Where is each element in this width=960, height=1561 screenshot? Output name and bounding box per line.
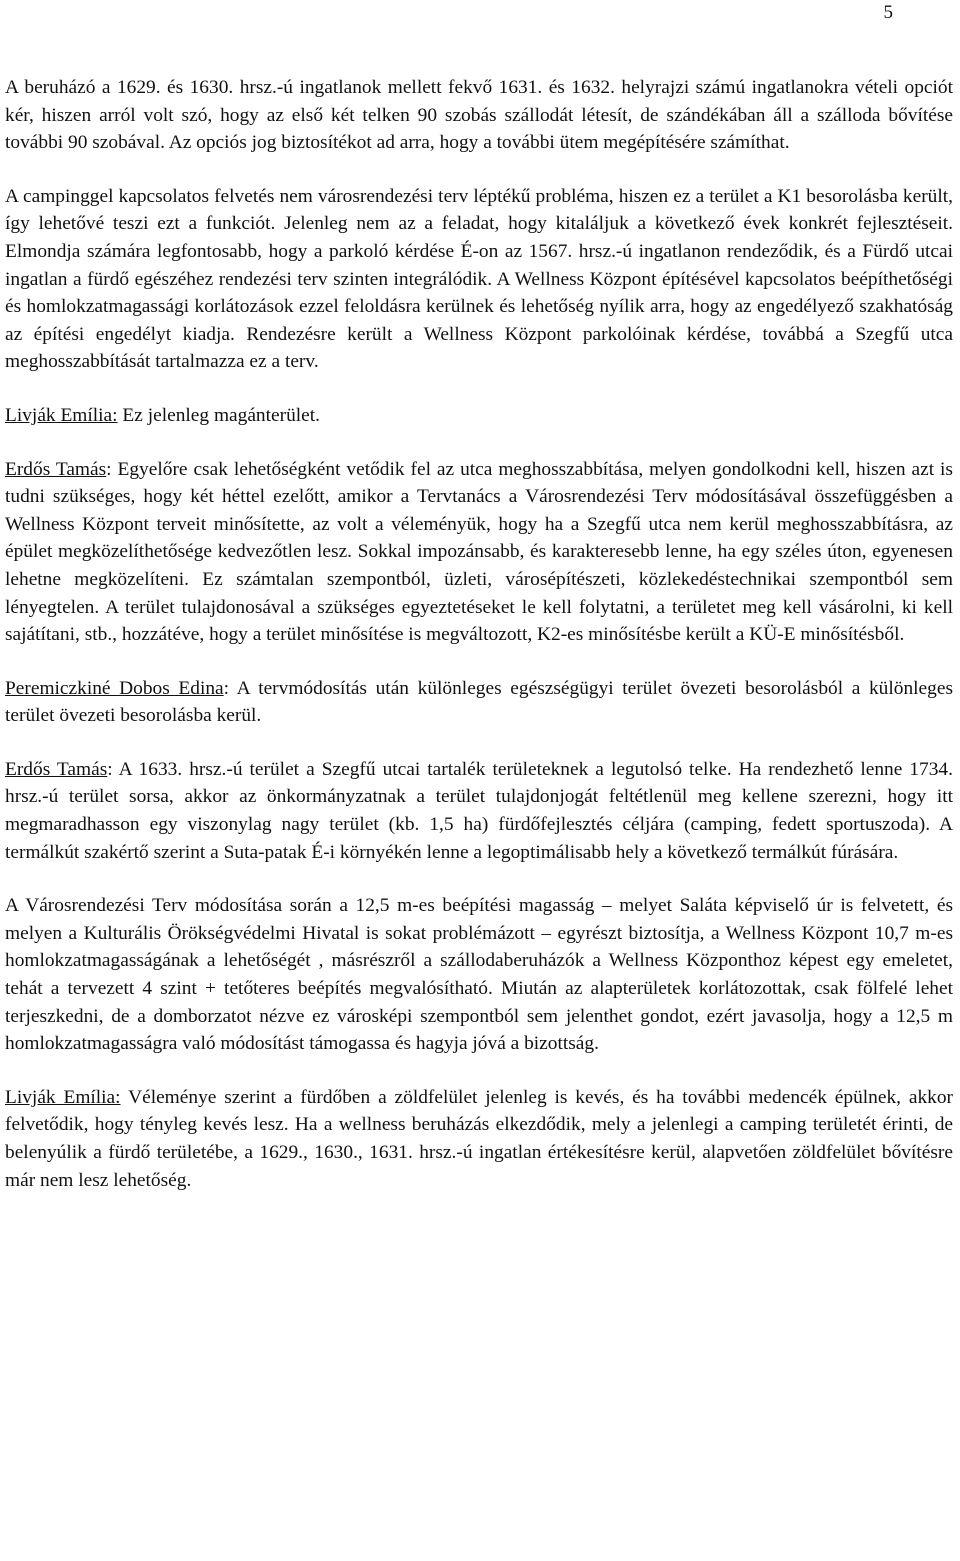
paragraph-8 [5, 1084, 953, 1194]
paragraph-text: Egyelőre csak lehetőségként vetődik fel az utca meghosszabbítása, melyen gondolkodni kell, hiszen azt is tudni szükséges, hogy két héttel ezelőtt, amikor a Tervtanács a Városrendezési Terv módosításával összefüggésben a Wellness Központ terveit minősítette, az volt a véleményük, hogy ha a Szegfű utca nem kerül meghosszabbításra, az épület megközelíthetősége kedvezőtlen lesz. Sokkal impozánsabb, és karakteresebb lenne, ha egy széles úton, egyenesen lehetne megközelíteni. Ez számtalan szempontból, üzleti, városépítészeti, közlekedéstechnikai szempontból sem lényegtelen. A terület tulajdonosával a szükséges egyeztetéseket le kell folytatni, a területet meg kell vásárolni, ki kell sajátítani, stb., hozzátéve, hogy a terület minősítése is megváltozott, K2-es minősítésbe került a KÜ-E minősítésből. [5, 458, 953, 646]
speaker-name: Peremiczkiné Dobos Edina [5, 677, 224, 699]
paragraph-6 [5, 756, 953, 866]
speaker-name: Erdős Tamás [5, 758, 108, 780]
speaker-name: Livják Emília: [5, 404, 118, 426]
paragraph-text: Véleménye szerint a fürdőben a zöldfelület jelenleg is kevés, és ha további medencék épülnek, akkor felvetődik, hogy tényleg kevés lesz. Ha a wellness beruházás elkezdődik, mely a jelenlegi a camping területét érinti, de belenyúlik a fürdő területébe, a 1629., 1630., 1631. hrsz.-ú ingatlan értékesítésre kerül, alapvetően zöldfelület bővítésre már nem lesz lehetőség. [5, 1086, 954, 1191]
paragraph-text: A 1633. hrsz.-ú terület a Szegfű utcai tartalék területeknek a legutolsó telke. Ha rendezhető lenne 1734. hrsz.-ú terület sorsa, akkor az önkormányzatnak a terület tulajdonjogát feltétlenül meg kellene szerezni, hogy itt megmaradhasson egy viszonylag nagy terület (kb. 1,5 ha) fürdőfejlesztés céljára (camping, fedett sportuszoda). A termálkút szakértő szerint a Suta-patak É-i környékén lenne a legoptimálisabb hely a következő termálkút fúrására. [5, 758, 953, 863]
document-body [5, 74, 953, 1220]
speaker-separator: : [107, 758, 119, 780]
paragraph-text: Ez jelenleg magánterület. [122, 404, 321, 426]
speaker-separator [121, 1087, 129, 1108]
paragraph-text: A tervmódosítás után különleges egészségügyi terület övezeti besorolásból a különleges terület övezeti besorolásba kerül. [5, 677, 953, 727]
paragraph-1 [5, 74, 953, 157]
paragraph-text: A campinggel kapcsolatos felvetés nem városrendezési terv léptékű probléma, hiszen ez a terület a K1 besorolásba került, így lehetővé teszi ezt a funkciót. Jelenleg nem az a feladat, hogy kitaláljuk a következő évek konkrét fejlesztéseit. Elmondja számára legfontosabb, hogy a parkoló kérdése É-on az 1567. hrsz.-ú ingatlanon rendeződik, és a Fürdő utcai ingatlan a fürdő egészéhez rendezési terv szinten integrálódik. A Wellness Központ építésével kapcsolatos beépíthetőségi és homlokzatmagassági korlátozások ezzel feloldásra kerülnek és lehetőség nyílik arra, hogy az engedélyező szakhatóság az építési engedélyt kiadja. Rendezésre került a Wellness Központ parkolóinak kérdése, továbbá a Szegfű utca meghosszabbítását tartalmazza ez a terv. [5, 185, 953, 373]
paragraph-4 [5, 456, 953, 649]
paragraph-2 [5, 183, 953, 376]
paragraph-text: A Városrendezési Terv módosítása során a 12,5 m-es beépítési magasság – melyet Saláta képviselő úr is felvetett, és melyen a Kulturális Örökségvédelmi Hivatal is sokat problémázott – egyrészt biztosítja, a Wellness Központ 10,7 m-es homlokzatmagasságának a lehetőségét , másrészről a szállodaberuházók a Wellness Központhoz képest egy emeletet, tehát a tervezett 4 szint + tetőteres beépítés megvalósítható. Miután az alapterületek korlátozottak, csak fölfelé lehet terjeszkedni, de a domborzatot nézve ez városképi szempontból sem jelenthet gondot, ezért javasolja, hogy a 12,5 m homlokzatmagasságra való módosítást támogassa és hagyja jóvá a bizottság. [5, 895, 953, 1055]
speaker-separator: : [106, 458, 118, 480]
paragraph-7 [5, 892, 953, 1058]
paragraph-3 [5, 402, 953, 430]
speaker-separator: : [223, 677, 237, 699]
paragraph-text: A beruházó a 1629. és 1630. hrsz.-ú ingatlanok mellett fekvő 1631. és 1632. helyrajzi számú ingatlanokra vételi opciót kér, hiszen arról volt szó, hogy az első két telken 90 szobás szállodát létesít, de szándékában áll a szálloda bővítése további 90 szobával. Az opciós jog biztosítékot ad arra, hogy a további ütem megépítésére számíthat. [5, 77, 953, 154]
speaker-name: Erdős Tamás [5, 458, 107, 480]
page-number: 5 [883, 2, 893, 23]
speaker-name: Livják Emília: [5, 1086, 121, 1108]
paragraph-5 [5, 675, 953, 730]
